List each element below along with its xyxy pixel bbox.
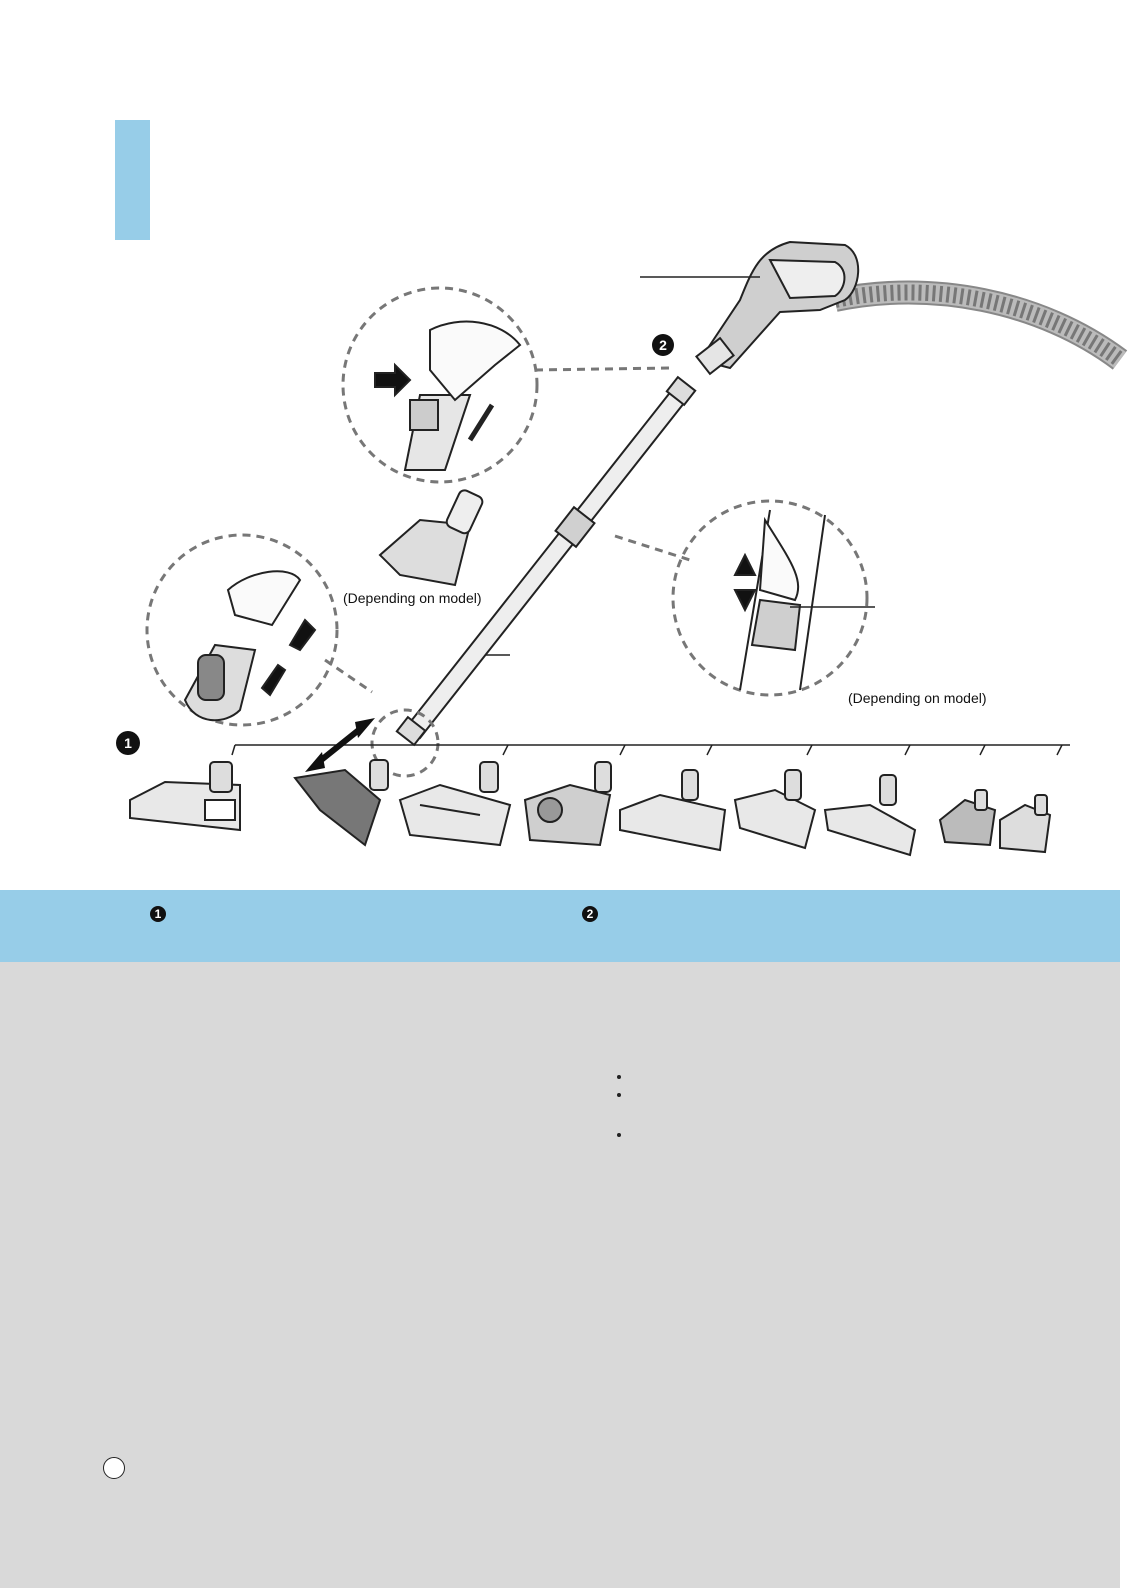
- callout-1: 1: [124, 735, 132, 751]
- hose-handle-icon: [640, 242, 858, 374]
- mini-nozzle-icon: [380, 488, 484, 585]
- steps-content-band: [0, 962, 1120, 1588]
- turbo-brush-icon: [525, 762, 611, 845]
- floor-nozzle-icon: [130, 762, 240, 830]
- slim-floor-nozzle-icon: [825, 775, 915, 855]
- combination-nozzle-icon: [400, 762, 510, 845]
- hard-floor-nozzle-icon: [735, 770, 815, 848]
- step-2-badge: 2: [582, 906, 598, 922]
- step-1-badge: 1: [150, 906, 166, 922]
- hose-icon: [835, 293, 1120, 361]
- mini-turbo-icon: [940, 790, 1050, 852]
- parquet-nozzle-icon: [620, 770, 725, 850]
- page-number-circle: [103, 1457, 125, 1479]
- bullet-1: [617, 1075, 621, 1079]
- caption-depending-model-left: (Depending on model): [343, 590, 482, 606]
- carpet-nozzle-icon: [295, 760, 388, 845]
- bullet-3: [617, 1133, 621, 1137]
- caption-depending-model-right: (Depending on model): [848, 690, 987, 706]
- bullet-2: [617, 1093, 621, 1097]
- callout-2: 2: [659, 337, 667, 353]
- steps-header-band: [0, 890, 1120, 962]
